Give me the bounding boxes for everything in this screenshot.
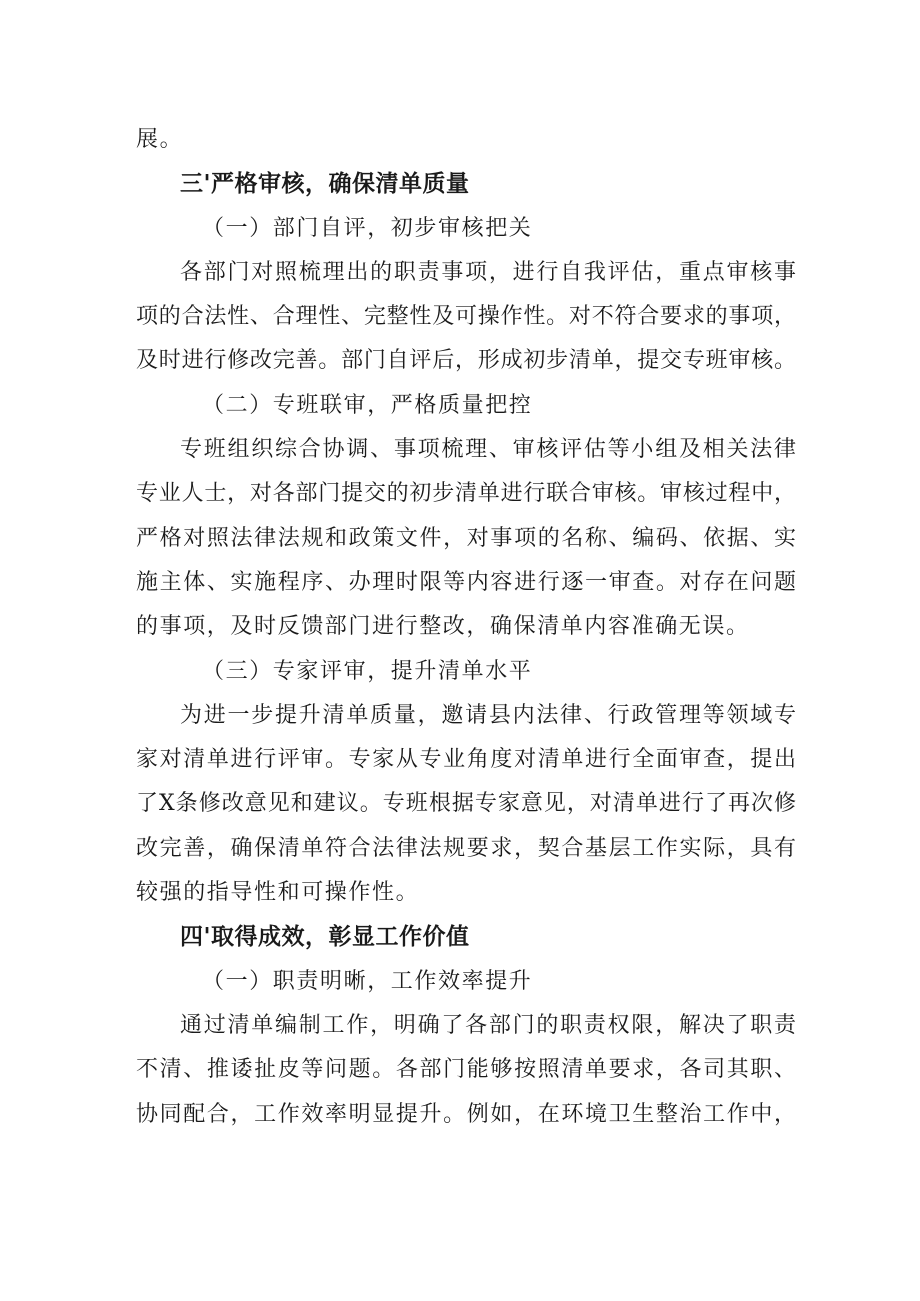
subsection-heading: （一）部门自评，初步审核把关 <box>202 215 533 241</box>
section-heading: 四'取得成效，彰显工作价值 <box>180 924 470 951</box>
paragraph-line: 改完善，确保清单符合法律法规要求，契合基层工作实际，具有 <box>136 835 796 861</box>
paragraph-line: 为进一步提升清单质量，邀请县内法律、行政管理等领域专 <box>180 702 796 728</box>
paragraph-line: 通过清单编制工作，明确了各部门的职责权限，解决了职责 <box>180 1012 796 1038</box>
paragraph-line: 协同配合，工作效率明显提升。例如，在环境卫生整治工作中， <box>136 1101 796 1127</box>
paragraph-line: 施主体、实施程序、办理时限等内容进行逐一审查。对存在问题 <box>136 569 796 595</box>
paragraph-line: 家对清单进行评审。专家从专业角度对清单进行全面审查，提出 <box>136 747 796 773</box>
subsection-heading: （一）职责明晰，工作效率提升 <box>202 968 533 994</box>
paragraph-line: 及时进行修改完善。部门自评后，形成初步清单，提交专班审核。 <box>136 348 796 374</box>
paragraph-line: 较强的指导性和可操作性。 <box>136 880 420 906</box>
paragraph-line: 项的合法性、合理性、完整性及可操作性。对不符合要求的事项， <box>136 304 796 330</box>
paragraph-line: 专班组织综合协调、事项梳理、审核评估等小组及相关法律 <box>180 437 796 463</box>
paragraph-line: 展。 <box>136 127 184 152</box>
paragraph-line: 严格对照法律法规和政策文件，对事项的名称、编码、依据、实 <box>136 525 796 551</box>
paragraph-line: 不清、推诿扯皮等问题。各部门能够按照清单要求，各司其职、 <box>136 1057 796 1083</box>
document-body <box>136 118 796 1137</box>
subsection-heading: （三）专家评审，提升清单水平 <box>202 658 533 684</box>
section-heading: 三'严格审核，确保清单质量 <box>180 171 470 198</box>
paragraph-line: 了X条修改意见和建议。专班根据专家意见，对清单进行了再次修 <box>136 791 796 817</box>
paragraph-line: 专业人士，对各部门提交的初步清单进行联合审核。审核过程中， <box>136 481 796 507</box>
paragraph-line: 的事项，及时反馈部门进行整改，确保清单内容准确无误。 <box>136 614 750 640</box>
paragraph-line: 各部门对照梳理出的职责事项，进行自我评估，重点审核事 <box>180 259 796 285</box>
subsection-heading: （二）专班联审，严格质量把控 <box>202 392 533 418</box>
